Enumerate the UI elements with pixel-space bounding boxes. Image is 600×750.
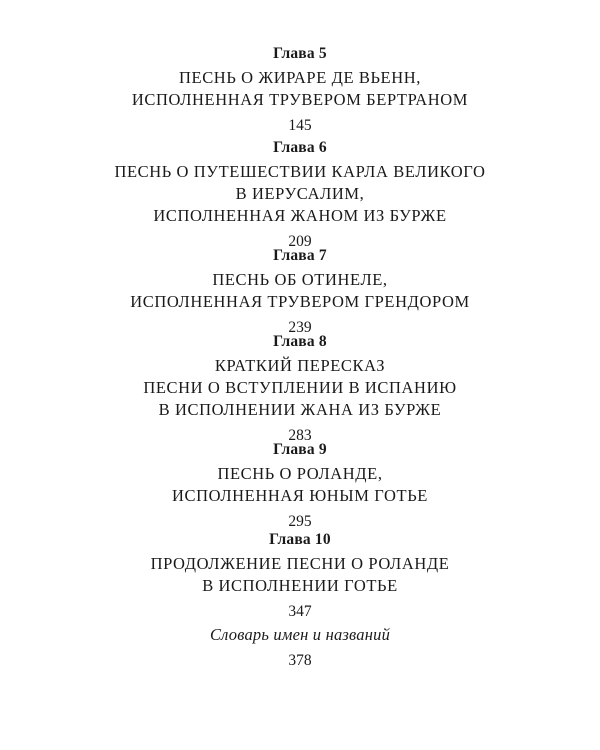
chapter-title-line: В ИСПОЛНЕНИИ ГОТЬЕ <box>202 576 398 595</box>
page-number: 295 <box>288 513 312 530</box>
page-number: 145 <box>288 117 312 134</box>
chapter-title-line: ПЕСНЬ О РОЛАНДЕ, <box>217 464 383 483</box>
chapter-label: Глава 9 <box>273 441 327 458</box>
chapter-title-line: ИСПОЛНЕННАЯ ТРУВЕРОМ БЕРТРАНОМ <box>131 90 469 109</box>
toc-entry-chapter-7[interactable] <box>0 246 600 338</box>
chapter-title-line: КРАТКИЙ ПЕРЕСКАЗ <box>214 356 386 375</box>
chapter-title-line: В ИСПОЛНЕНИИ ЖАНА ИЗ БУРЖЕ <box>158 400 442 419</box>
chapter-label: Глава 8 <box>273 333 327 350</box>
page-number: 283 <box>288 427 312 444</box>
appendix-title: Словарь имен и названий <box>209 625 391 644</box>
chapter-title-line: ИСПОЛНЕННАЯ ЖАНОМ ИЗ БУРЖЕ <box>153 206 447 225</box>
chapter-label: Глава 7 <box>273 247 327 264</box>
page-number: 239 <box>288 319 312 336</box>
chapter-title-line: ПЕСНИ О ВСТУПЛЕНИИ В ИСПАНИЮ <box>143 378 457 397</box>
chapter-title-line: ПЕСНЬ ОБ ОТИНЕЛЕ, <box>212 270 388 289</box>
toc-entry-chapter-8[interactable] <box>0 332 600 446</box>
chapter-title-line: ИСПОЛНЕННАЯ ТРУВЕРОМ ГРЕНДОРОМ <box>130 292 470 311</box>
chapter-title-line: ПРОДОЛЖЕНИЕ ПЕСНИ О РОЛАНДЕ <box>150 554 450 573</box>
chapter-title-line: В ИЕРУСАЛИМ, <box>235 184 365 203</box>
toc-entry-appendix[interactable] <box>0 624 600 671</box>
chapter-label: Глава 5 <box>273 45 327 62</box>
toc-entry-chapter-5[interactable] <box>0 44 600 136</box>
chapter-title-line: ПЕСНЬ О ЖИРАРЕ ДЕ ВЬЕНН, <box>179 68 421 87</box>
page-number: 378 <box>288 652 312 669</box>
chapter-label: Глава 10 <box>269 531 331 548</box>
page-number: 347 <box>288 603 312 620</box>
chapter-title-line: ПЕСНЬ О ПУТЕШЕСТВИИ КАРЛА ВЕЛИКОГО <box>114 162 486 181</box>
chapter-title-line: ИСПОЛНЕННАЯ ЮНЫМ ГОТЬЕ <box>172 486 428 505</box>
chapter-label: Глава 6 <box>273 139 327 156</box>
toc-entry-chapter-6[interactable] <box>0 138 600 252</box>
page-number: 209 <box>288 233 312 250</box>
toc-entry-chapter-9[interactable] <box>0 440 600 532</box>
toc-entry-chapter-10[interactable] <box>0 530 600 622</box>
